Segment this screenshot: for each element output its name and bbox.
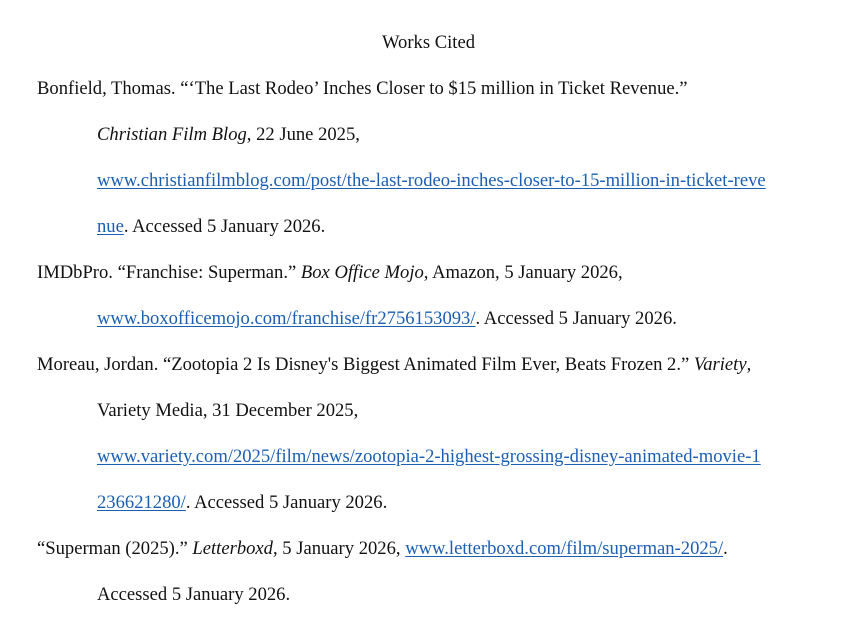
citation-container: Letterboxd — [192, 538, 273, 559]
citation-accessed: . Accessed 5 January 2026. — [123, 216, 326, 237]
citation-author: Moreau, Jordan. — [37, 354, 159, 375]
citation-date: , 5 January 2026, — [272, 538, 401, 559]
citation-author: IMDbPro. — [37, 262, 113, 283]
citation-author: Bonfield, Thomas. — [37, 78, 176, 99]
citation-date: , 22 June 2025, — [246, 124, 360, 145]
citation-accessed: . Accessed 5 January 2026. — [475, 308, 677, 329]
citation-entry-1-line-4 — [97, 215, 325, 239]
citation-url-link[interactable]: www.boxofficemojo.com/franchise/fr2756153093/ — [97, 308, 476, 329]
citation-article-title: “Superman (2025).” — [37, 538, 188, 559]
citation-container-suffix: , — [746, 354, 752, 375]
citation-container: Box Office Mojo — [300, 262, 424, 283]
citation-entry-1-line-2 — [97, 123, 360, 147]
citation-container: Variety — [693, 354, 747, 375]
citation-article-title: “Franchise: Superman.” — [117, 262, 297, 283]
page-title: Works Cited — [381, 32, 475, 53]
citation-entry-2-line-1 — [37, 261, 623, 285]
citation-url-link-continued[interactable]: nue — [97, 216, 124, 237]
citation-entry-4-line-2 — [97, 583, 290, 607]
citation-article-title: “Zootopia 2 Is Disney's Biggest Animated Film Ever, Beats Frozen 2.” — [163, 354, 690, 375]
citation-entry-3-line-3 — [97, 445, 761, 469]
citation-entry-3-line-4 — [97, 491, 387, 515]
citation-entry-2-line-2 — [97, 307, 677, 331]
citation-article-title: “‘The Last Rodeo’ Inches Closer to $15 million in Ticket Revenue.” — [180, 78, 688, 99]
citation-container: Christian Film Blog — [97, 124, 247, 145]
citation-url-suffix: . — [723, 538, 728, 559]
citation-entry-1-line-1 — [37, 77, 688, 101]
citation-url-link[interactable]: www.letterboxd.com/film/superman-2025/ — [405, 538, 724, 559]
citation-publisher-date: Variety Media, 31 December 2025, — [97, 400, 359, 421]
citation-entry-1-line-3 — [97, 169, 766, 193]
citation-publisher-date: , Amazon, 5 January 2026, — [423, 262, 623, 283]
citation-entry-4-line-1 — [37, 537, 728, 561]
citation-entry-3-line-1 — [37, 353, 751, 377]
citation-accessed: Accessed 5 January 2026. — [97, 584, 291, 605]
citation-entry-3-line-2 — [97, 399, 358, 423]
citation-accessed: . Accessed 5 January 2026. — [185, 492, 388, 513]
citation-url-link[interactable]: www.christianfilmblog.com/post/the-last-rodeo-inches-closer-to-15-million-in-ticket-reve — [97, 170, 766, 191]
citation-url-link-continued[interactable]: 236621280/ — [97, 492, 186, 513]
citation-url-link[interactable]: www.variety.com/2025/film/news/zootopia-2-highest-grossing-disney-animated-movie-1 — [97, 446, 761, 467]
